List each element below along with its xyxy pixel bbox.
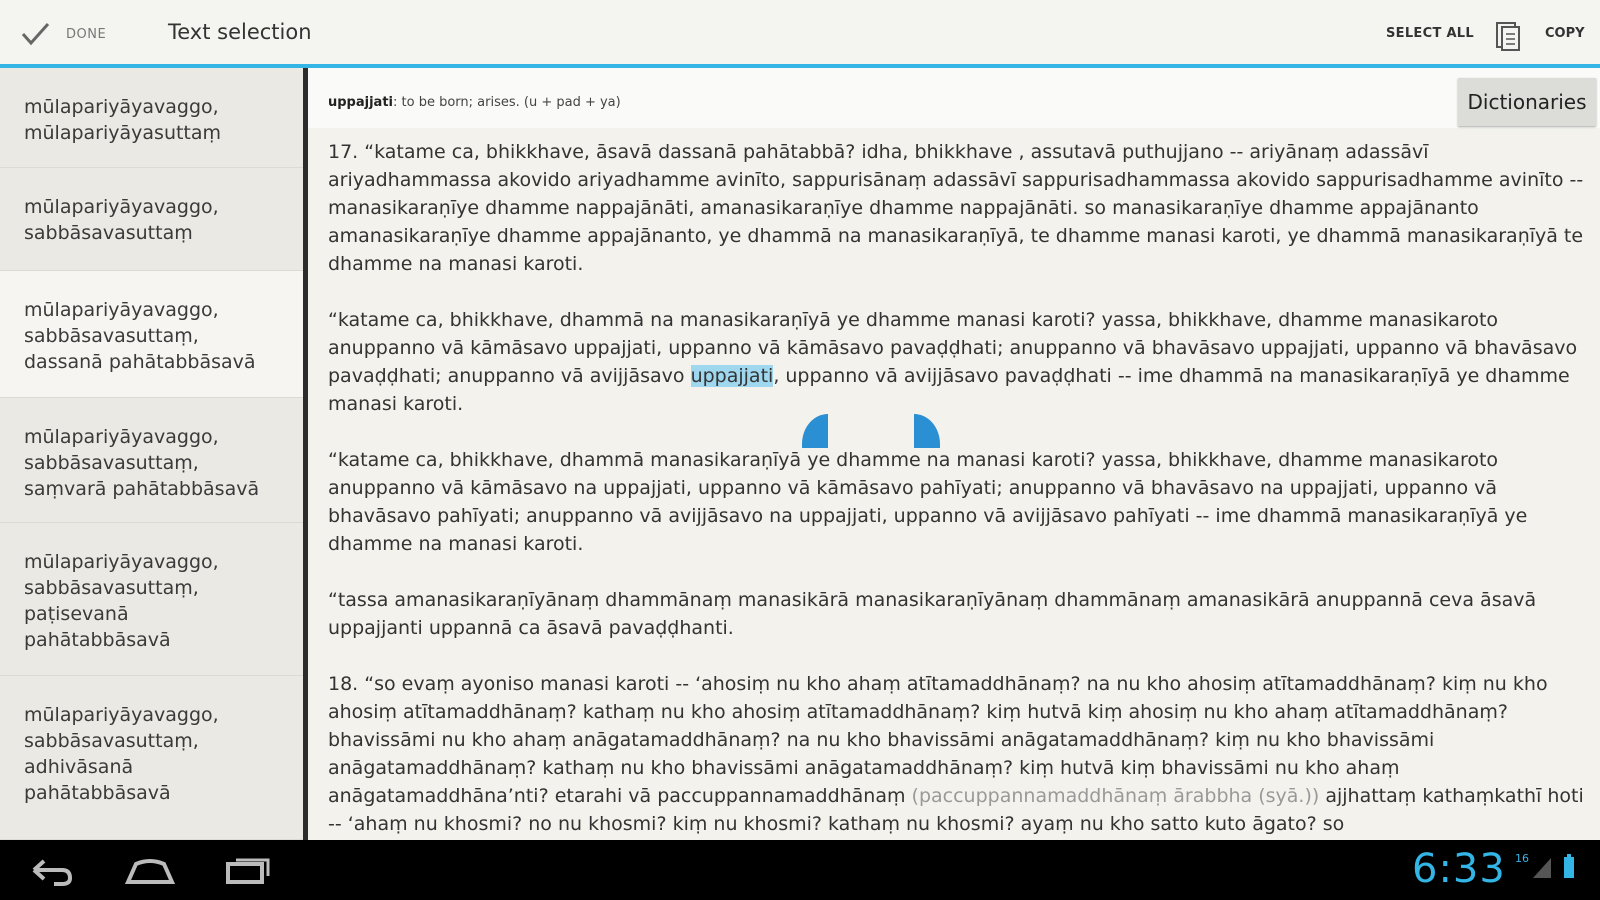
- signal-icon: [1533, 858, 1551, 878]
- battery-icon: [1564, 854, 1574, 878]
- paragraph-text: 18. “so evaṃ ayoniso manasi karoti -- ‘ahosiṃ nu kho ahaṃ atītamaddhānaṃ? na nu kho ahosiṃ atītamaddhānaṃ? kiṃ nu kho ahosiṃ atītamaddhānaṃ? kathaṃ nu kho ahosiṃ atītamaddhānaṃ? kiṃ hutvā kiṃ ahosiṃ nu kho ahaṃ atītamaddhānaṃ? bhavissāmi nu kho ahaṃ anāgatamaddhānaṃ? na nu kho bhavissāmi anāgatamaddhānaṃ? kiṃ nu kho bhavissāmi anāgatamaddhānaṃ? kathaṃ nu kho bhavissāmi anāgatamaddhānaṃ? kiṃ hutvā kiṃ bhavissāmi nu kho ahaṃ anāgatamaddhāna’nti? etarahi vā paccuppannamaddhānaṃ: [328, 673, 1548, 807]
- definition-bar: [308, 68, 1600, 128]
- paragraph-text: ajjhattaṃ kathaṃkathī hoti -- ‘ahaṃ nu khosmi? no nu khosmi? kiṃ nu khosmi? kathaṃ nu khosmi? ayaṃ nu kho satto kuto āgato? so: [328, 785, 1584, 835]
- home-icon[interactable]: [122, 850, 178, 890]
- recent-apps-icon[interactable]: [222, 850, 278, 890]
- select-all-button[interactable]: SELECT ALL: [1386, 26, 1474, 41]
- reading-text[interactable]: [328, 138, 1584, 840]
- paragraph-text: , uppanno vā avijjāsavo pavaḍḍhati -- ime dhammā na manasikaraṇīyā ye dhamme manasi karoti.: [328, 365, 1570, 415]
- system-nav-bar: [0, 840, 1600, 900]
- sidebar-item-active[interactable]: mūlapariyāyavaggo, sabbāsavasuttaṃ, dassanā pahātabbāsavā: [0, 271, 303, 398]
- page-title: Text selection: [168, 20, 312, 44]
- clock-seconds: 16: [1515, 852, 1529, 865]
- back-icon[interactable]: [24, 850, 80, 890]
- clock: 6:33: [1412, 846, 1506, 892]
- done-label: DONE: [66, 26, 107, 42]
- selected-word[interactable]: uppajjati: [690, 365, 774, 387]
- paragraph: “katame ca, bhikkhave, dhammā manasikaraṇīyā ye dhamme na manasi karoti? yassa, bhikkhave, dhamme manasikaroto anuppanno vā kāmāsavo na uppajjati, uppanno vā kāmāsavo pahīyati; anuppanno vā bhavāsavo na uppajjati, uppanno vā bhavāsavo pahīyati; anuppanno vā avijjāsavo na uppajjati, uppanno vā avijjāsavo pahīyati -- ime dhammā manasikaraṇīyā ye dhamme na manasi karoti.: [328, 449, 1528, 555]
- sidebar-item[interactable]: mūlapariyāyavaggo, sabbāsavasuttaṃ: [0, 168, 303, 271]
- sidebar-item[interactable]: mūlapariyāyavaggo, sabbāsavasuttaṃ, saṃvarā pahātabbāsavā: [0, 398, 303, 523]
- definition-text: [328, 95, 621, 110]
- variant-reading: (paccuppannamaddhānaṃ ārabbha (syā.)): [911, 785, 1320, 807]
- action-bar: [0, 0, 1600, 68]
- sidebar-item[interactable]: mūlapariyāyavaggo, mūlapariyāyasuttaṃ: [0, 68, 303, 168]
- definition-meaning: : to be born; arises. (u + pad + ya): [393, 95, 621, 110]
- paragraph: [328, 306, 1584, 418]
- reading-pane: [308, 68, 1600, 840]
- sidebar: [0, 68, 308, 840]
- paragraph: [328, 670, 1584, 838]
- done-button[interactable]: [18, 14, 128, 54]
- definition-word: uppajjati: [328, 95, 393, 110]
- sidebar-item[interactable]: mūlapariyāyavaggo, sabbāsavasuttaṃ, paṭisevanā pahātabbāsavā: [0, 523, 303, 676]
- copy-button[interactable]: COPY: [1545, 26, 1585, 41]
- dictionaries-button[interactable]: Dictionaries: [1458, 78, 1596, 126]
- paragraph: “tassa amanasikaraṇīyānaṃ dhammānaṃ manasikārā manasikaraṇīyānaṃ dhammānaṃ amanasikārā anuppannā ceva āsavā uppajjanti uppannā ca āsavā pavaḍḍhanti.: [328, 589, 1537, 639]
- paragraph: 17. “katame ca, bhikkhave, āsavā dassanā pahātabbā? idha, bhikkhave , assutavā puthujjano -- ariyānaṃ adassāvī ariyadhammassa akovido ariyadhamme avinīto, sappurisānaṃ adassāvī sappurisadhammassa akovido sappurisadhamme avinīto -- manasikaraṇīye dhamme nappajānāti, amanasikaraṇīye dhamme nappajānāti. so manasikaraṇīye dhamme appajānanto amanasikaraṇīye dhamme appajānanto, ye dhammā na manasikaraṇīyā, te dhamme manasi karoti, ye dhammā manasikaraṇīyā te dhamme na manasi karoti.: [328, 141, 1584, 275]
- paragraph-text: “katame ca, bhikkhave, dhammā na manasikaraṇīyā ye dhamme manasi karoti? yassa, bhikkhave, dhamme manasikaroto anuppanno vā kāmāsavo uppajjati, uppanno vā kāmāsavo pavaḍḍhati; anuppanno vā bhavāsavo uppajjati, uppanno vā bhavāsavo pavaḍḍhati; anuppanno vā avijjāsavo: [328, 309, 1578, 387]
- copy-icon[interactable]: [1494, 20, 1522, 52]
- checkmark-icon: [18, 17, 52, 51]
- sidebar-item[interactable]: mūlapariyāyavaggo, sabbāsavasuttaṃ, adhivāsanā pahātabbāsavā: [0, 676, 303, 840]
